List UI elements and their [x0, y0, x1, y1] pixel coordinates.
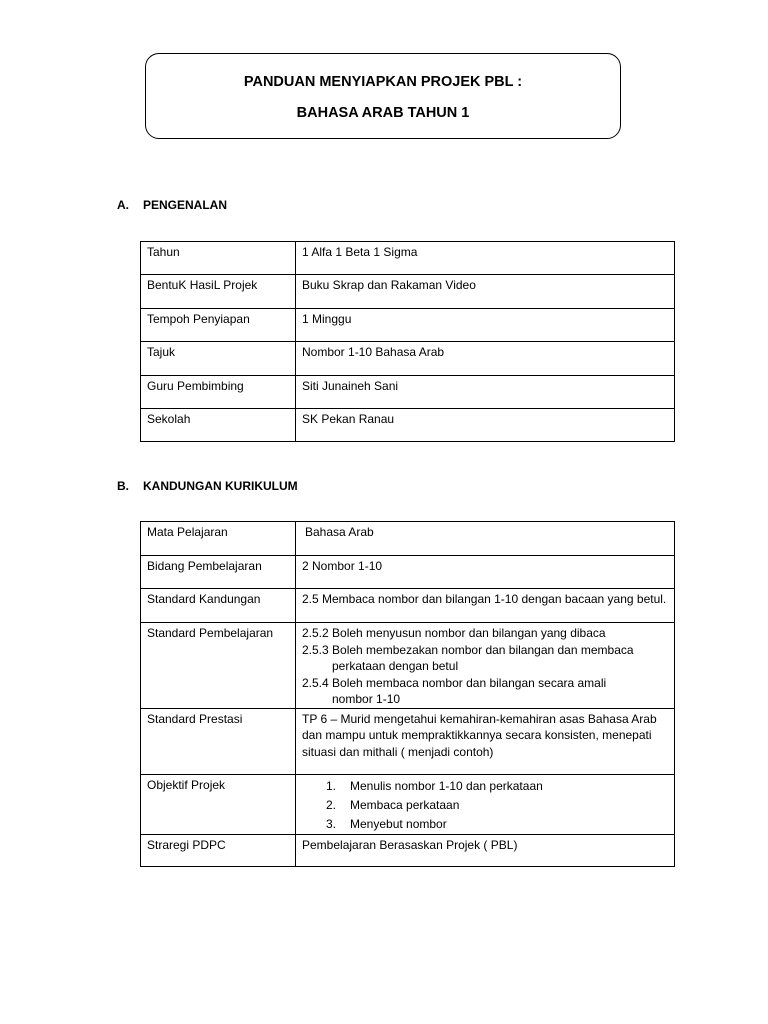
- section-a-title: PENGENALAN: [143, 198, 228, 212]
- row-value: [296, 623, 675, 709]
- list-text: Menulis nombor 1-10 dan perkataan: [350, 778, 543, 793]
- row-value: Pembelajaran Berasaskan Projek ( PBL): [296, 834, 675, 866]
- table-row: [141, 242, 675, 275]
- section-a-letter: A.: [117, 198, 129, 212]
- row-value: 1 Alfa 1 Beta 1 Sigma: [296, 242, 675, 275]
- list-number: 2.: [326, 797, 337, 812]
- standard-line: 2.5.3 Boleh membezakan nombor dan bilangan dan membaca: [302, 642, 634, 657]
- section-b-letter: B.: [117, 479, 129, 493]
- list-item: [302, 815, 668, 834]
- table-row: [141, 623, 675, 709]
- row-value: [296, 774, 675, 834]
- list-number: 1.: [326, 778, 337, 793]
- table-row: [141, 408, 675, 441]
- row-label: Mata Pelajaran: [141, 522, 296, 556]
- row-label: Tajuk: [141, 342, 296, 375]
- list-text: Membaca perkataan: [350, 797, 460, 812]
- row-value: Nombor 1-10 Bahasa Arab: [296, 342, 675, 375]
- row-label: Objektif Projek: [141, 774, 296, 834]
- row-label: Straregi PDPC: [141, 834, 296, 866]
- document-subtitle: BAHASA ARAB TAHUN 1: [296, 105, 470, 121]
- table-row: [141, 275, 675, 308]
- list-item: [302, 796, 668, 815]
- list-item: [302, 777, 668, 796]
- row-label: Guru Pembimbing: [141, 375, 296, 408]
- row-value: 2 Nombor 1-10: [296, 556, 675, 589]
- row-label: Standard Pembelajaran: [141, 623, 296, 709]
- standard-line: 2.5.4 Boleh membaca nombor dan bilangan secara amali: [302, 675, 607, 690]
- table-row: [141, 774, 675, 834]
- section-b-heading: [117, 479, 298, 493]
- row-label: Tempoh Penyiapan: [141, 308, 296, 341]
- table-row: [141, 589, 675, 623]
- row-value: SK Pekan Ranau: [296, 408, 675, 441]
- row-value: TP 6 – Murid mengetahui kemahiran-kemahiran asas Bahasa Arab dan mampu untuk mempraktikkannya secara konsisten, menepati situasi dan mithali ( menjadi contoh): [296, 708, 675, 774]
- table-row: [141, 834, 675, 866]
- row-label: Sekolah: [141, 408, 296, 441]
- pengenalan-table: [140, 241, 675, 442]
- objective-list: [302, 777, 668, 834]
- row-value: Buku Skrap dan Rakaman Video: [296, 275, 675, 308]
- row-label: Tahun: [141, 242, 296, 275]
- list-text: Menyebut nombor: [350, 816, 447, 831]
- row-value: 2.5 Membaca nombor dan bilangan 1-10 dengan bacaan yang betul.: [296, 589, 675, 623]
- standard-line: 2.5.2 Boleh menyusun nombor dan bilangan yang dibaca: [302, 626, 606, 640]
- standard-line-continued: nombor 1-10: [332, 692, 401, 706]
- list-number: 3.: [326, 816, 337, 831]
- row-label: BentuK HasiL Projek: [141, 275, 296, 308]
- row-label: Bidang Pembelajaran: [141, 556, 296, 589]
- kurikulum-table: [140, 521, 675, 867]
- row-value: 1 Minggu: [296, 308, 675, 341]
- table-row: [141, 556, 675, 589]
- standard-line-continued: perkataan dengan betul: [332, 659, 459, 673]
- table-row: [141, 708, 675, 774]
- row-value: Bahasa Arab: [296, 522, 675, 556]
- section-a-heading: [117, 198, 227, 212]
- table-row: [141, 308, 675, 341]
- table-row: [141, 375, 675, 408]
- section-b-title: KANDUNGAN KURIKULUM: [143, 479, 298, 493]
- title-box: [145, 53, 621, 139]
- document-title: PANDUAN MENYIAPKAN PROJEK PBL :: [243, 74, 523, 90]
- row-label: Standard Kandungan: [141, 589, 296, 623]
- row-label: Standard Prestasi: [141, 708, 296, 774]
- table-row: [141, 522, 675, 556]
- row-value: Siti Junaineh Sani: [296, 375, 675, 408]
- table-row: [141, 342, 675, 375]
